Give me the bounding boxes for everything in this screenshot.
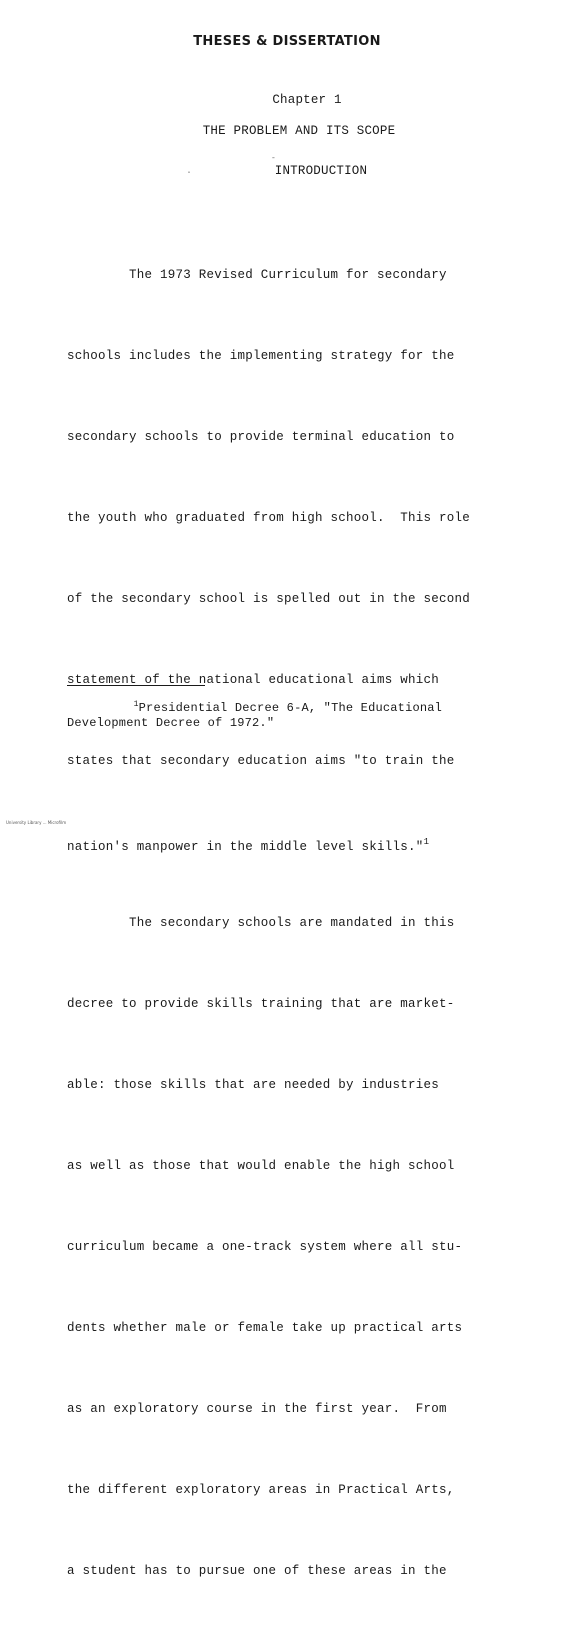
body-line: as an exploratory course in the first year. From	[67, 1402, 447, 1416]
section-heading: INTRODUCTION	[274, 164, 368, 178]
body-line: states that secondary education aims "to train the	[67, 754, 455, 768]
footnote	[67, 697, 497, 731]
theses-dissertation-stamp: THESES & DISSERTATION	[193, 34, 381, 49]
chapter-heading: Chapter 1	[272, 93, 342, 107]
body-line: statement of the national educational aims which	[67, 673, 440, 687]
body-line: as well as those that would enable the high school	[67, 1159, 455, 1173]
body-line: secondary schools to provide terminal education to	[67, 430, 455, 444]
body-line: schools includes the implementing strategy for the	[67, 349, 455, 363]
chapter-title: THE PROBLEM AND ITS SCOPE	[202, 124, 396, 138]
body-line: The 1973 Revised Curriculum for secondary	[67, 268, 447, 282]
microfilm-margin-note: University Library ... Microfilm	[6, 820, 67, 825]
body-line: of the secondary school is spelled out in the second	[67, 592, 471, 606]
body-line: the youth who graduated from high school. This role	[67, 511, 471, 525]
stray-mark: -	[271, 154, 276, 163]
body-line: decree to provide skills training that are market-	[67, 997, 455, 1011]
body-line: a student has to pursue one of these areas in the	[67, 1564, 447, 1578]
body-line: able: those skills that are needed by industries	[67, 1078, 440, 1092]
footnote-reference: 1	[423, 837, 430, 847]
body-line: the different exploratory areas in Practical Arts,	[67, 1483, 455, 1497]
body-line: nation's manpower in the middle level skills."	[67, 840, 424, 854]
footnote-number: 1	[133, 700, 139, 709]
footnote-divider	[67, 685, 205, 686]
body-line: curriculum became a one-track system where all stu-	[67, 1240, 463, 1254]
stray-dot: ·	[186, 168, 193, 179]
body-text	[67, 208, 497, 1639]
body-line: The secondary schools are mandated in this	[67, 916, 455, 930]
footnote-line-1: $^1$Presidential Decree 6-A, "The Educational	[133, 700, 443, 715]
footnote-line-2: Development Decree of 1972."	[67, 716, 275, 730]
body-line: dents whether male or female take up practical arts	[67, 1321, 463, 1335]
body-line-with-footnote-ref	[67, 829, 497, 856]
